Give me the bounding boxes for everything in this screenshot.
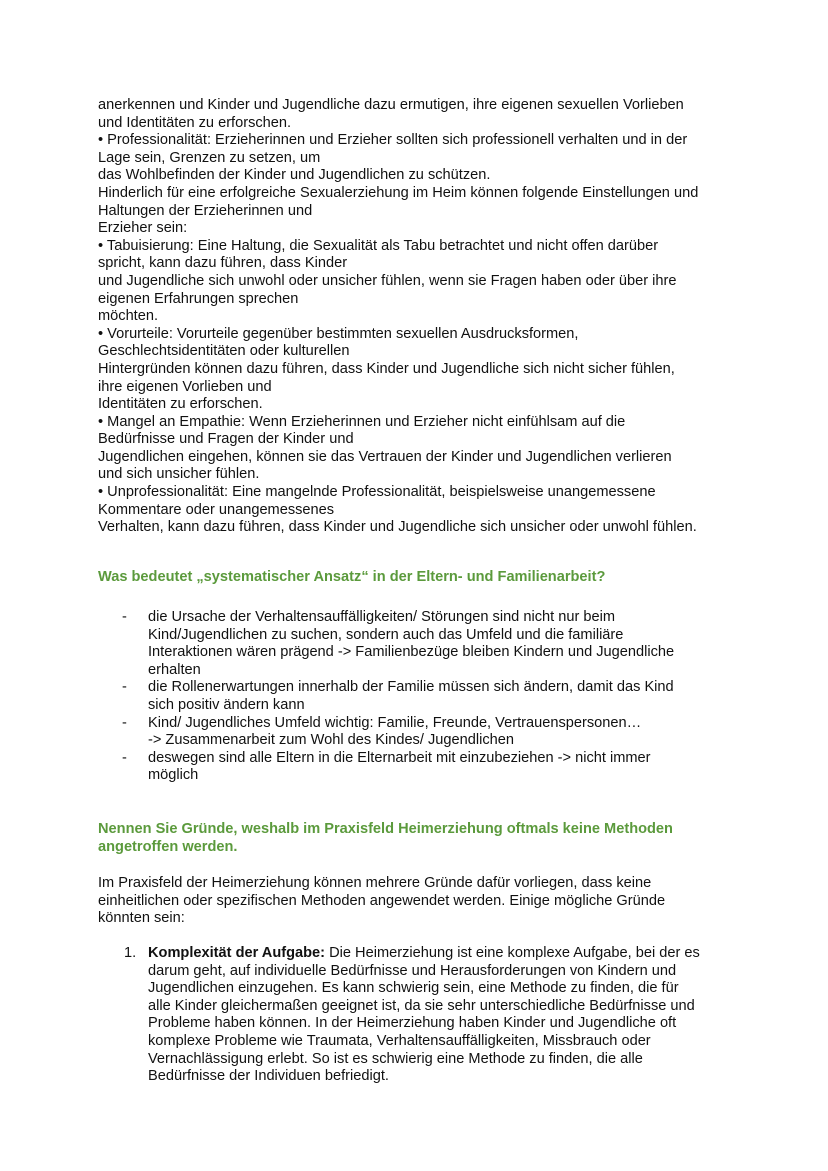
list-item	[98, 609, 674, 679]
heading-line: angetroffen werden.	[98, 838, 238, 855]
text-line: Haltungen der Erzieherinnen und	[98, 202, 313, 219]
text-line: Interaktionen wären prägend -> Familienbezüge bleiben Kindern und Jugendliche	[148, 644, 675, 661]
text-line: einheitlichen oder spezifischen Methoden angewendet werden. Einige mögliche Gründe	[98, 892, 666, 909]
text-line: Erzieher sein:	[98, 220, 188, 237]
item-text: Die Heimerziehung ist eine komplexe Aufgabe, bei der es	[325, 945, 700, 961]
text-line	[148, 1051, 700, 1069]
text-line: könnten sein:	[98, 910, 185, 927]
text-line	[148, 980, 700, 998]
text-line	[148, 963, 700, 981]
list-item	[98, 715, 674, 750]
text-line: Kommentare oder unangemessenes	[98, 501, 335, 518]
item-text: Jugendlichen einzugehen. Es kann schwierig sein, eine Methode zu finden, die für	[148, 980, 679, 997]
text-line: Hintergründen können dazu führen, dass Kinder und Jugendliche sich nicht sicher fühlen,	[98, 360, 675, 377]
text-line: anerkennen und Kinder und Jugendliche dazu ermutigen, ihre eigenen sexuellen Vorlieben	[98, 97, 684, 113]
item-text: Bedürfnisse der Individuen befriedigt.	[148, 1068, 389, 1085]
list-item	[98, 750, 674, 785]
no-methods-paragraph	[98, 875, 665, 928]
text-line: die Rollenerwartungen innerhalb der Familie müssen sich ändern, damit das Kind	[148, 679, 674, 696]
intro-text	[98, 97, 698, 537]
text-line: das Wohlbefinden der Kinder und Jugendlichen zu schützen.	[98, 167, 491, 184]
section-heading-no-methods	[98, 821, 673, 856]
text-line: Bedürfnisse und Fragen der Kinder und	[98, 431, 354, 448]
text-line: Lage sein, Grenzen zu setzen, um	[98, 149, 321, 166]
text-line	[148, 1033, 700, 1051]
text-line	[148, 1068, 700, 1086]
text-line: -> Zusammenarbeit zum Wohl des Kindes/ Jugendlichen	[148, 732, 514, 749]
text-line: und Jugendliche sich unwohl oder unsicher fühlen, wenn sie Fragen haben oder über ihre	[98, 272, 677, 289]
item-text: darum geht, auf individuelle Bedürfnisse und Herausforderungen von Kindern und	[148, 962, 677, 979]
text-line: Kind/Jugendlichen zu suchen, sondern auch das Umfeld und die familiäre	[148, 626, 624, 643]
text-line: Im Praxisfeld der Heimerziehung können mehrere Gründe dafür vorliegen, dass keine	[98, 875, 652, 891]
text-line: Identitäten zu erforschen.	[98, 396, 263, 413]
text-line: • Tabuisierung: Eine Haltung, die Sexualität als Tabu betrachtet und nicht offen darüber	[98, 237, 659, 254]
numbered-list-item	[98, 945, 700, 1086]
text-line: Jugendlichen eingehen, können sie das Vertrauen der Kinder und Jugendlichen verlieren	[98, 448, 672, 465]
text-line: erhalten	[148, 661, 201, 678]
text-line: und Identitäten zu erforschen.	[98, 114, 292, 131]
text-line: die Ursache der Verhaltensauffälligkeiten/ Störungen sind nicht nur beim	[148, 609, 616, 625]
dash-bullet: -	[122, 679, 127, 696]
section-heading-systematic-approach: Was bedeutet „systematischer Ansatz“ in der Eltern- und Familienarbeit?	[98, 569, 606, 585]
text-line	[148, 998, 700, 1016]
text-line: spricht, kann dazu führen, dass Kinder	[98, 255, 348, 272]
systematic-approach-list	[98, 609, 674, 785]
reasons-list	[98, 945, 700, 1086]
item-text: komplexe Probleme wie Traumata, Verhaltensauffälligkeiten, Missbrauch oder	[148, 1032, 651, 1049]
text-line	[148, 945, 700, 963]
list-number: 1.	[124, 945, 137, 961]
text-line: ihre eigenen Vorlieben und	[98, 378, 272, 395]
text-line: möchten.	[98, 308, 159, 325]
text-line: Verhalten, kann dazu führen, dass Kinder und Jugendliche sich unsicher oder unwohl fühlen.	[98, 519, 697, 536]
item-title: Komplexität der Aufgabe:	[148, 945, 326, 961]
dash-bullet: -	[122, 609, 127, 625]
text-line: möglich	[148, 767, 199, 784]
text-line	[148, 1015, 700, 1033]
text-line: Hinderlich für eine erfolgreiche Sexualerziehung im Heim können folgende Einstellungen und	[98, 184, 699, 201]
text-line: • Vorurteile: Vorurteile gegenüber bestimmten sexuellen Ausdrucksformen,	[98, 325, 579, 342]
text-line: Kind/ Jugendliches Umfeld wichtig: Familie, Freunde, Vertrauenspersonen…	[148, 714, 642, 731]
dash-bullet: -	[122, 714, 127, 731]
item-text: Vernachlässigung erlebt. So ist es schwierig eine Methode zu finden, die alle	[148, 1050, 643, 1067]
text-line: eigenen Erfahrungen sprechen	[98, 290, 299, 307]
heading-line: Nennen Sie Gründe, weshalb im Praxisfeld Heimerziehung oftmals keine Methoden	[98, 821, 673, 837]
dash-bullet: -	[122, 749, 127, 766]
list-item	[98, 679, 674, 714]
text-line: • Mangel an Empathie: Wenn Erzieherinnen und Erzieher nicht einfühlsam auf die	[98, 413, 626, 430]
text-line: Geschlechtsidentitäten oder kulturellen	[98, 343, 350, 360]
item-text: alle Kinder gleichermaßen geeignet ist, da sie sehr unterschiedliche Bedürfnisse und	[148, 997, 695, 1014]
item-text: Probleme haben können. In der Heimerziehung haben Kinder und Jugendliche oft	[148, 1015, 677, 1032]
text-line: • Unprofessionalität: Eine mangelnde Professionalität, beispielsweise unangemessene	[98, 484, 656, 501]
text-line: sich positiv ändern kann	[148, 696, 305, 713]
text-line: deswegen sind alle Eltern in die Elternarbeit mit einzubeziehen -> nicht immer	[148, 749, 651, 766]
text-line: und sich unsicher fühlen.	[98, 466, 260, 483]
text-line: • Professionalität: Erzieherinnen und Erzieher sollten sich professionell verhalten und in der	[98, 132, 688, 149]
